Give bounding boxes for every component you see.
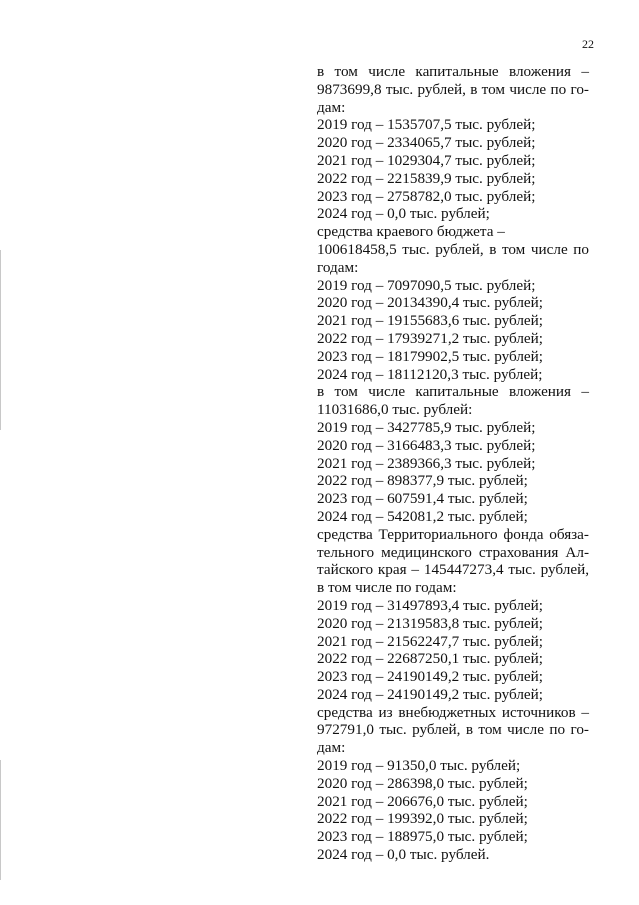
- text-line: 2023 год – 607591,4 тыс. рублей;: [317, 490, 528, 508]
- text-line: 2021 год – 1029304,7 тыс. рублей;: [317, 151, 536, 169]
- text-line: в том числе капитальные вложения –: [317, 63, 589, 80]
- text-line: 2019 год – 1535707,5 тыс. рублей;: [317, 116, 536, 134]
- text-line: 9873699,8 тыс. рублей, в том числе по го-: [317, 80, 589, 98]
- text-line: 2019 год – 91350,0 тыс. рублей;: [317, 757, 521, 775]
- text-line: 2019 год – 31497893,4 тыс. рублей;: [317, 596, 544, 614]
- text-line: 2022 год – 199392,0 тыс. рублей;: [317, 810, 528, 828]
- text-line: 2020 год – 3166483,3 тыс. рублей;: [317, 436, 536, 454]
- scan-edge-mark: [0, 760, 1, 880]
- text-line: 2019 год – 3427785,9 тыс. рублей;: [317, 418, 536, 436]
- text-line: 2023 год – 24190149,2 тыс. рублей;: [317, 668, 544, 686]
- text-line: 2022 год – 2215839,9 тыс. рублей;: [317, 169, 536, 187]
- text-line: 2023 год – 18179902,5 тыс. рублей;: [317, 347, 544, 365]
- text-line: 2024 год – 0,0 тыс. рублей;: [317, 205, 490, 223]
- text-line: 2020 год – 286398,0 тыс. рублей;: [317, 774, 528, 792]
- text-line: 100618458,5 тыс. рублей, в том числе по: [317, 240, 589, 258]
- text-line: в том числе по годам:: [317, 579, 457, 597]
- text-line: 2019 год – 7097090,5 тыс. рублей;: [317, 276, 536, 294]
- text-line: 2022 год – 17939271,2 тыс. рублей;: [317, 329, 544, 347]
- text-line: 2021 год – 19155683,6 тыс. рублей;: [317, 312, 544, 330]
- text-line: 2024 год – 18112120,3 тыс. рублей;: [317, 365, 543, 383]
- page-number: 22: [582, 37, 594, 51]
- text-line: 2020 год – 20134390,4 тыс. рублей;: [317, 294, 544, 312]
- text-line: 2021 год – 2389366,3 тыс. рублей;: [317, 454, 536, 472]
- text-line: 2022 год – 22687250,1 тыс. рублей;: [317, 650, 544, 668]
- text-line: 2021 год – 206676,0 тыс. рублей;: [317, 792, 528, 810]
- text-line: средства Территориального фонда обяза-: [317, 525, 589, 543]
- text-line: 972791,0 тыс. рублей, в том числе по го-: [317, 721, 589, 739]
- text-line: 2024 год – 0,0 тыс. рублей.: [317, 846, 490, 864]
- text-line: 2021 год – 21562247,7 тыс. рублей;: [317, 632, 544, 650]
- text-line: 2024 год – 542081,2 тыс. рублей;: [317, 507, 528, 525]
- text-line: 2023 год – 2758782,0 тыс. рублей;: [317, 187, 536, 205]
- text-line: 11031686,0 тыс. рублей:: [317, 401, 473, 419]
- text-line: 2020 год – 21319583,8 тыс. рублей;: [317, 614, 544, 632]
- funding-text-block: [317, 63, 589, 864]
- text-line: дам:: [317, 98, 346, 116]
- scan-edge-mark: [0, 250, 1, 430]
- text-line: тайского края – 145447273,4 тыс. рублей,: [317, 561, 589, 579]
- text-line: 2023 год – 188975,0 тыс. рублей;: [317, 828, 528, 846]
- text-line: 2022 год – 898377,9 тыс. рублей;: [317, 472, 528, 490]
- text-line: годам:: [317, 258, 359, 276]
- text-line: в том числе капитальные вложения –: [317, 383, 589, 401]
- text-line: 2020 год – 2334065,7 тыс. рублей;: [317, 134, 536, 152]
- text-line: тельного медицинского страхования Ал-: [317, 543, 589, 561]
- text-line: средства краевого бюджета –: [317, 223, 505, 241]
- text-line: дам:: [317, 739, 346, 757]
- text-line: средства из внебюджетных источников –: [317, 703, 589, 721]
- text-line: 2024 год – 24190149,2 тыс. рублей;: [317, 685, 544, 703]
